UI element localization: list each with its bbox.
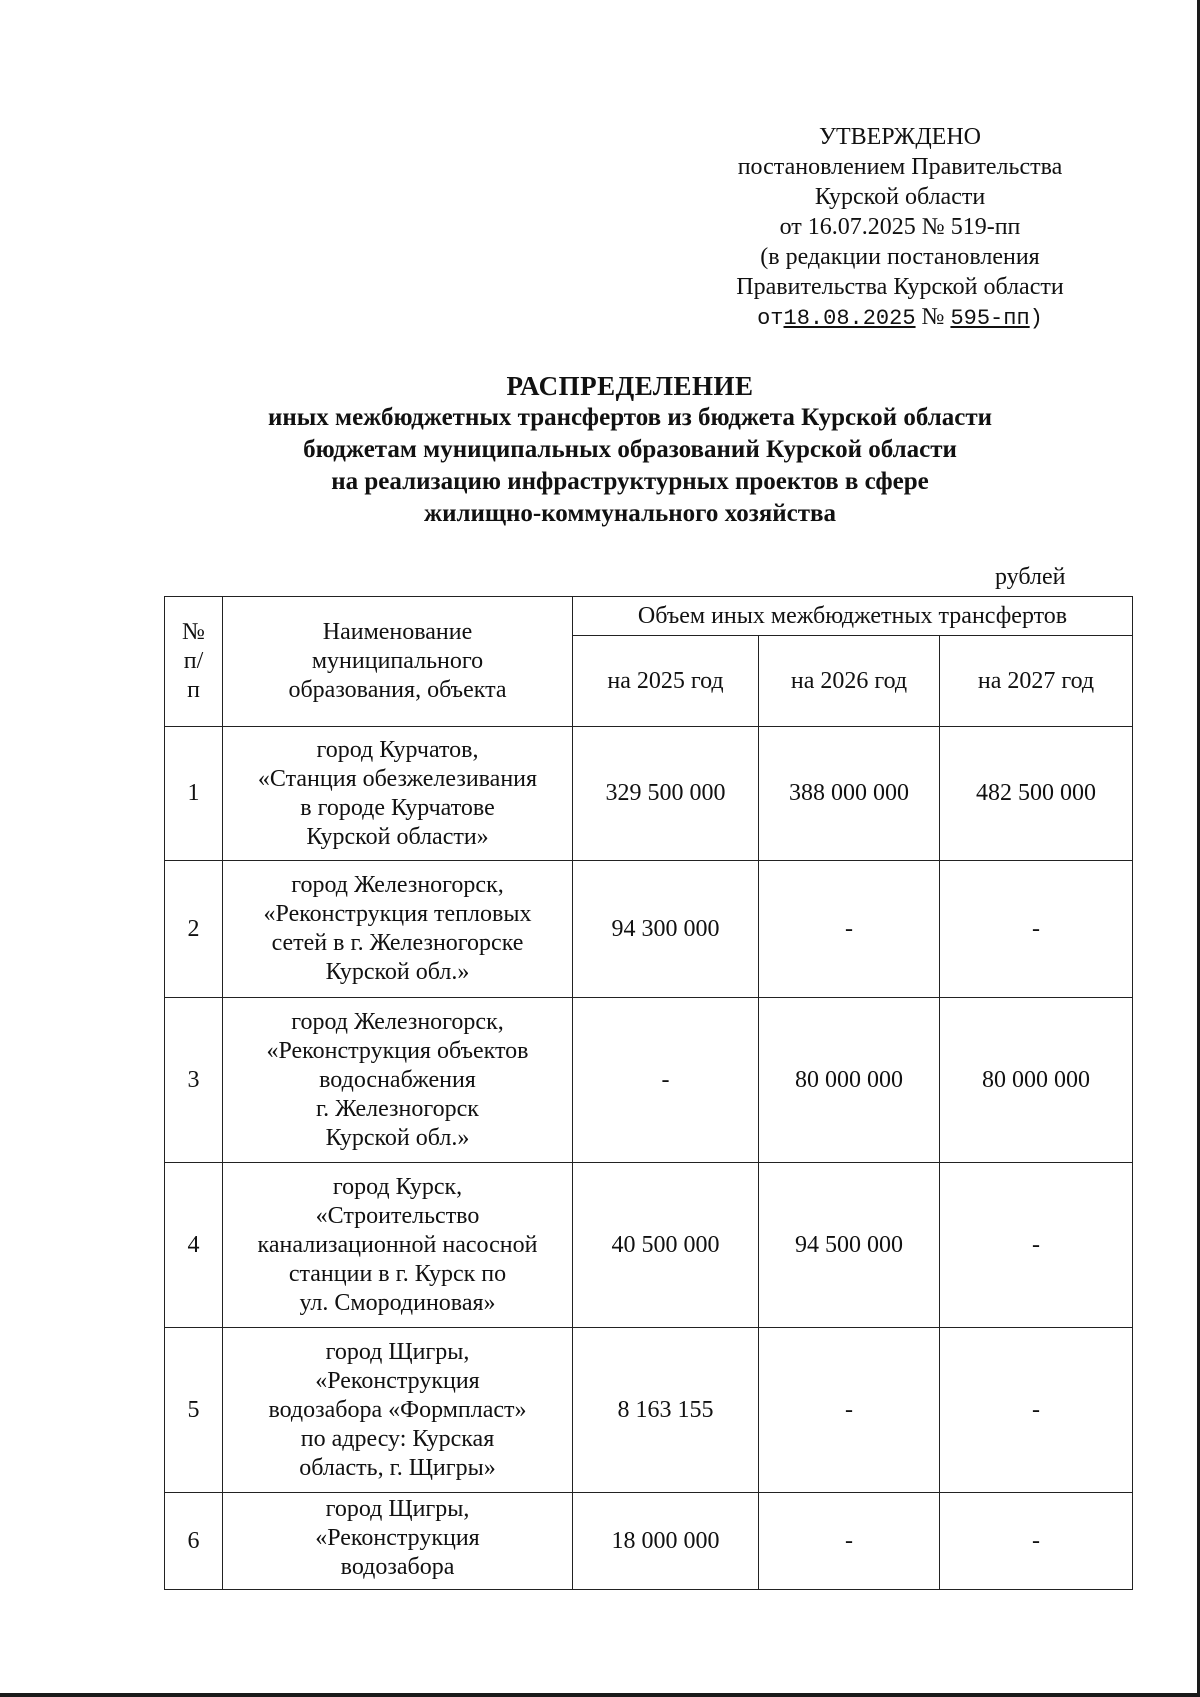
table-row <box>165 1163 1133 1328</box>
row-number: 6 <box>165 1493 223 1590</box>
row-name: город Щигры, «Реконструкция водозабора «Формпласт» по адресу: Курская область, г. Щигры» <box>223 1328 573 1493</box>
row-value-2025: 94 300 000 <box>573 861 759 998</box>
distribution-table <box>164 596 1133 1590</box>
amendment-from: от <box>757 306 784 331</box>
amendment-number-sign: № <box>921 304 945 330</box>
title-line-1: иных межбюджетных трансфертов из бюджета Курской области <box>267 404 993 431</box>
row-name: город Железногорск, «Реконструкция объектов водоснабжения г. Железногорск Курской обл.» <box>223 998 573 1163</box>
header-year-2025: на 2025 год <box>573 636 759 727</box>
row-value-2025: - <box>573 998 759 1163</box>
row-number: 3 <box>165 998 223 1163</box>
row-value-2027: - <box>940 1328 1133 1493</box>
table-row <box>165 861 1133 998</box>
row-value-2026: 94 500 000 <box>759 1163 940 1328</box>
row-value-2027: 80 000 000 <box>940 998 1133 1163</box>
row-value-2025: 329 500 000 <box>573 727 759 861</box>
row-name: город Курск, «Строительство канализационной насосной станции в г. Курск по ул. Смородиновая» <box>223 1163 573 1328</box>
title-line-2: бюджетам муниципальных образований Курской области <box>303 436 957 463</box>
approval-stamp <box>640 122 1160 334</box>
scan-edge-bottom <box>0 1693 1200 1697</box>
row-value-2025: 18 000 000 <box>573 1493 759 1590</box>
row-name: город Щигры, «Реконструкция водозабора <box>223 1493 573 1590</box>
row-value-2027: 482 500 000 <box>940 727 1133 861</box>
approval-line-4: от 16.07.2025 № 519-пп <box>779 214 1021 240</box>
header-transfer-volume: Объем иных межбюджетных трансфертов <box>573 597 1133 636</box>
approval-amendment-line <box>640 302 1160 334</box>
row-value-2025: 8 163 155 <box>573 1328 759 1493</box>
header-number: № п/ п <box>165 597 223 727</box>
row-value-2026: 388 000 000 <box>759 727 940 861</box>
approval-line-5: (в редакции постановления <box>760 244 1040 270</box>
row-number: 5 <box>165 1328 223 1493</box>
amendment-close: ) <box>1029 306 1043 331</box>
row-value-2026: - <box>759 1493 940 1590</box>
row-number: 4 <box>165 1163 223 1328</box>
row-value-2026: - <box>759 1328 940 1493</box>
row-number: 1 <box>165 727 223 861</box>
units-label: рублей <box>995 564 1066 590</box>
row-value-2027: - <box>940 861 1133 998</box>
approval-line-1: УТВЕРЖДЕНО <box>818 124 982 150</box>
row-name: город Железногорск, «Реконструкция тепловых сетей в г. Железногорске Курской обл.» <box>223 861 573 998</box>
amendment-date: 18.08.2025 <box>783 306 916 331</box>
header-name: Наименование муниципального образования, объекта <box>223 597 573 727</box>
header-year-2027: на 2027 год <box>940 636 1133 727</box>
amendment-number: 595-пп <box>950 306 1030 331</box>
table-row <box>165 998 1133 1163</box>
row-value-2027: - <box>940 1163 1133 1328</box>
header-year-2026: на 2026 год <box>759 636 940 727</box>
table-row <box>165 727 1133 861</box>
row-value-2026: 80 000 000 <box>759 998 940 1163</box>
table-row <box>165 1328 1133 1493</box>
row-name: город Курчатов, «Станция обезжелезивания в городе Курчатове Курской области» <box>223 727 573 861</box>
table-row <box>165 1493 1133 1590</box>
row-value-2025: 40 500 000 <box>573 1163 759 1328</box>
approval-line-2: постановлением Правительства <box>737 154 1063 180</box>
row-number: 2 <box>165 861 223 998</box>
title-heading: РАСПРЕДЕЛЕНИЕ <box>506 371 754 401</box>
document-title <box>130 370 1130 530</box>
title-line-3: на реализацию инфраструктурных проектов в сфере <box>331 468 929 495</box>
approval-line-3: Курской области <box>814 184 986 210</box>
title-line-4: жилищно-коммунального хозяйства <box>423 500 837 527</box>
row-value-2027: - <box>940 1493 1133 1590</box>
approval-line-6: Правительства Курской области <box>736 274 1064 300</box>
row-value-2026: - <box>759 861 940 998</box>
